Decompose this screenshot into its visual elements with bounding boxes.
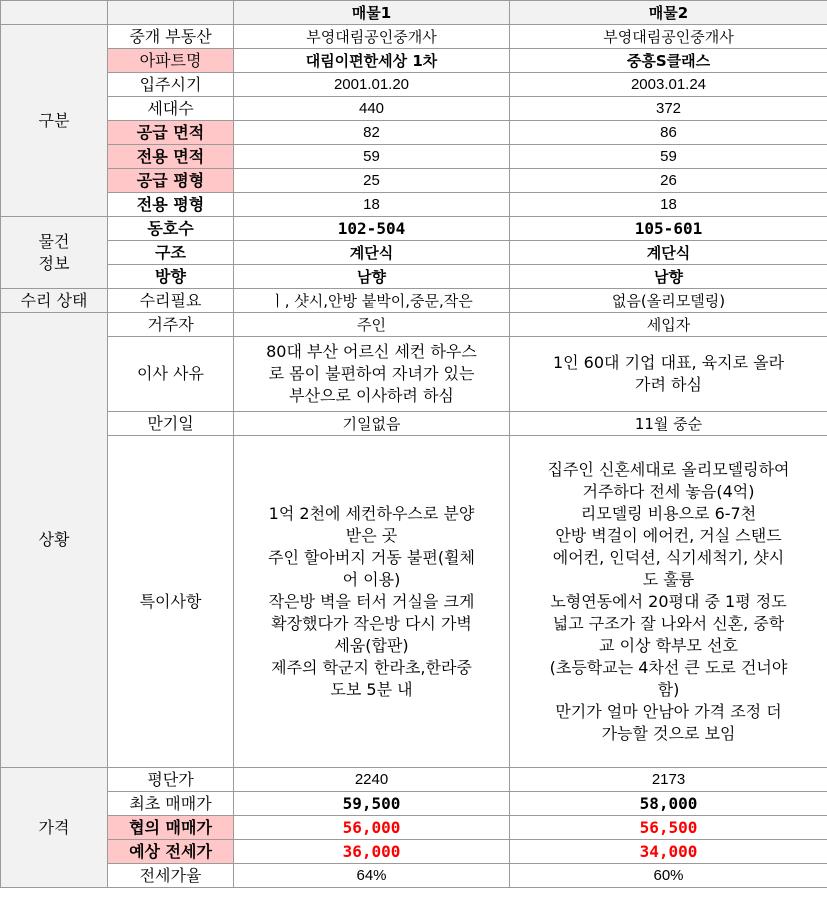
label-notes[interactable]: 특이사항: [108, 436, 234, 768]
notes-1-line: 받은 곳: [345, 525, 398, 545]
label-supply-area[interactable]: 공급 면적: [108, 121, 234, 145]
label-direction[interactable]: 방향: [108, 265, 234, 289]
reason-2-line: 가려 하심: [635, 375, 702, 394]
notes-1-line: 제주의 학군지 한라초,한라중: [271, 657, 472, 677]
section-situation[interactable]: 상황: [1, 313, 108, 768]
cell-broker-2[interactable]: 부영대림공인중개사: [510, 25, 827, 49]
cell-notes-2[interactable]: [510, 436, 827, 768]
notes-2-line: 만기가 얼마 안남아 가격 조정 더: [555, 701, 782, 721]
cell-expected-jeonse-2[interactable]: 34,000: [510, 840, 827, 864]
notes-2-line: 도 훌륭: [642, 569, 695, 589]
cell-move-in-1[interactable]: 2001.01.20: [234, 73, 510, 97]
cell-price-per-pyeong-2[interactable]: 2173: [510, 768, 827, 792]
notes-1-line: 확장했다가 작은방 다시 가벽: [271, 613, 472, 633]
cell-supply-area-2[interactable]: 86: [510, 121, 827, 145]
label-expected-jeonse[interactable]: 예상 전세가: [108, 840, 234, 864]
notes-2-line: 가능할 것으로 보임: [601, 723, 736, 743]
reason-1-line: 부산으로 이사하려 하심: [289, 386, 454, 405]
section-price[interactable]: 가격: [1, 768, 108, 888]
label-repair[interactable]: 수리필요: [108, 289, 234, 313]
cell-direction-2[interactable]: 남향: [510, 265, 827, 289]
cell-supply-pyeong-2[interactable]: 26: [510, 169, 827, 193]
cell-initial-price-1[interactable]: 59,500: [234, 792, 510, 816]
cell-expected-jeonse-1[interactable]: 36,000: [234, 840, 510, 864]
cell-exclusive-area-2[interactable]: 59: [510, 145, 827, 169]
cell-apt-name-1[interactable]: 대림이편한세상 1차: [234, 49, 510, 73]
cell-expiry-2[interactable]: 11월 중순: [510, 412, 827, 436]
cell-repair-2[interactable]: 없음(올리모델링): [510, 289, 827, 313]
cell-exclusive-pyeong-2[interactable]: 18: [510, 193, 827, 217]
cell-households-2[interactable]: 372: [510, 97, 827, 121]
section-gubun[interactable]: 구분: [1, 25, 108, 217]
reason-1-line: 80대 부산 어르신 세컨 하우스: [266, 342, 477, 361]
label-exclusive-pyeong[interactable]: 전용 평형: [108, 193, 234, 217]
label-resident[interactable]: 거주자: [108, 313, 234, 337]
label-broker[interactable]: 중개 부동산: [108, 25, 234, 49]
cell-reason-1[interactable]: [234, 337, 510, 412]
header-corner-cell: [1, 1, 108, 25]
cell-direction-1[interactable]: 남향: [234, 265, 510, 289]
notes-2-line: 리모델링 비용으로 6-7천: [580, 503, 757, 523]
label-apt-name[interactable]: 아파트명: [108, 49, 234, 73]
label-negotiated-price[interactable]: 협의 매매가: [108, 816, 234, 840]
cell-resident-2[interactable]: 세입자: [510, 313, 827, 337]
notes-2-line: 거주하다 전세 놓음(4억): [582, 481, 755, 501]
cell-resident-1[interactable]: 주인: [234, 313, 510, 337]
notes-1-line: 세움(합판): [334, 635, 409, 655]
cell-supply-pyeong-1[interactable]: 25: [234, 169, 510, 193]
label-exclusive-area[interactable]: 전용 면적: [108, 145, 234, 169]
cell-unit-1[interactable]: 102-504: [234, 217, 510, 241]
cell-supply-area-1[interactable]: 82: [234, 121, 510, 145]
cell-apt-name-2[interactable]: 중흥S클래스: [510, 49, 827, 73]
notes-2-line: 노형연동에서 20평대 중 1평 정도: [550, 591, 787, 611]
section-repair-status[interactable]: 수리 상태: [1, 289, 108, 313]
cell-jeonse-ratio-2[interactable]: 60%: [510, 864, 827, 888]
cell-households-1[interactable]: 440: [234, 97, 510, 121]
label-supply-pyeong[interactable]: 공급 평형: [108, 169, 234, 193]
notes-1-line: 1억 2천에 세컨하우스로 분양: [268, 503, 475, 523]
notes-2-line: 에어컨, 인덕션, 식기세척기, 샷시: [552, 547, 785, 567]
section-property-info-line1: 물건: [38, 231, 70, 251]
cell-reason-2[interactable]: [510, 337, 827, 412]
column-header-property1[interactable]: 매물1: [234, 1, 510, 25]
label-jeonse-ratio[interactable]: 전세가율: [108, 864, 234, 888]
label-structure[interactable]: 구조: [108, 241, 234, 265]
cell-notes-1[interactable]: [234, 436, 510, 768]
reason-2-line: 1인 60대 기업 대표, 육지로 올라: [552, 353, 785, 372]
notes-2-line: 넓고 구조가 잘 나와서 신혼, 중학: [552, 613, 785, 633]
section-property-info[interactable]: [1, 217, 108, 289]
cell-jeonse-ratio-1[interactable]: 64%: [234, 864, 510, 888]
cell-structure-1[interactable]: 계단식: [234, 241, 510, 265]
label-expiry[interactable]: 만기일: [108, 412, 234, 436]
label-households[interactable]: 세대수: [108, 97, 234, 121]
notes-1-line: 도보 5분 내: [330, 679, 413, 699]
cell-negotiated-price-1[interactable]: 56,000: [234, 816, 510, 840]
section-property-info-line2: 정보: [38, 253, 70, 273]
cell-negotiated-price-2[interactable]: 56,500: [510, 816, 827, 840]
cell-expiry-1[interactable]: 기일없음: [234, 412, 510, 436]
notes-2-line: 함): [657, 679, 680, 699]
reason-1-line: 로 몸이 불편하여 자녀가 있는: [268, 364, 475, 383]
notes-2-line: 교 이상 학부모 선호: [599, 635, 738, 655]
cell-broker-1[interactable]: 부영대림공인중개사: [234, 25, 510, 49]
cell-exclusive-pyeong-1[interactable]: 18: [234, 193, 510, 217]
header-label-cell: [108, 1, 234, 25]
notes-1-line: 주인 할아버지 거동 불편(휠체: [268, 547, 475, 567]
cell-unit-2[interactable]: 105-601: [510, 217, 827, 241]
cell-price-per-pyeong-1[interactable]: 2240: [234, 768, 510, 792]
notes-2-line: 안방 벽걸이 에어컨, 거실 스탠드: [555, 525, 782, 545]
cell-exclusive-area-1[interactable]: 59: [234, 145, 510, 169]
label-initial-price[interactable]: 최초 매매가: [108, 792, 234, 816]
notes-1-line: 작은방 벽을 터서 거실을 크게: [268, 591, 475, 611]
notes-2-line: 집주인 신혼세대로 올리모델링하여: [547, 459, 790, 479]
label-price-per-pyeong[interactable]: 평단가: [108, 768, 234, 792]
label-move-in[interactable]: 입주시기: [108, 73, 234, 97]
cell-repair-1[interactable]: ㅣ, 샷시,안방 붙박이,중문,작은: [234, 289, 510, 313]
notes-1-line: 어 이용): [342, 569, 401, 589]
cell-move-in-2[interactable]: 2003.01.24: [510, 73, 827, 97]
label-unit[interactable]: 동호수: [108, 217, 234, 241]
column-header-property2[interactable]: 매물2: [510, 1, 827, 25]
cell-structure-2[interactable]: 계단식: [510, 241, 827, 265]
cell-initial-price-2[interactable]: 58,000: [510, 792, 827, 816]
notes-2-line: (초등학교는 4차선 큰 도로 건너야: [549, 657, 788, 677]
label-reason[interactable]: 이사 사유: [108, 337, 234, 412]
